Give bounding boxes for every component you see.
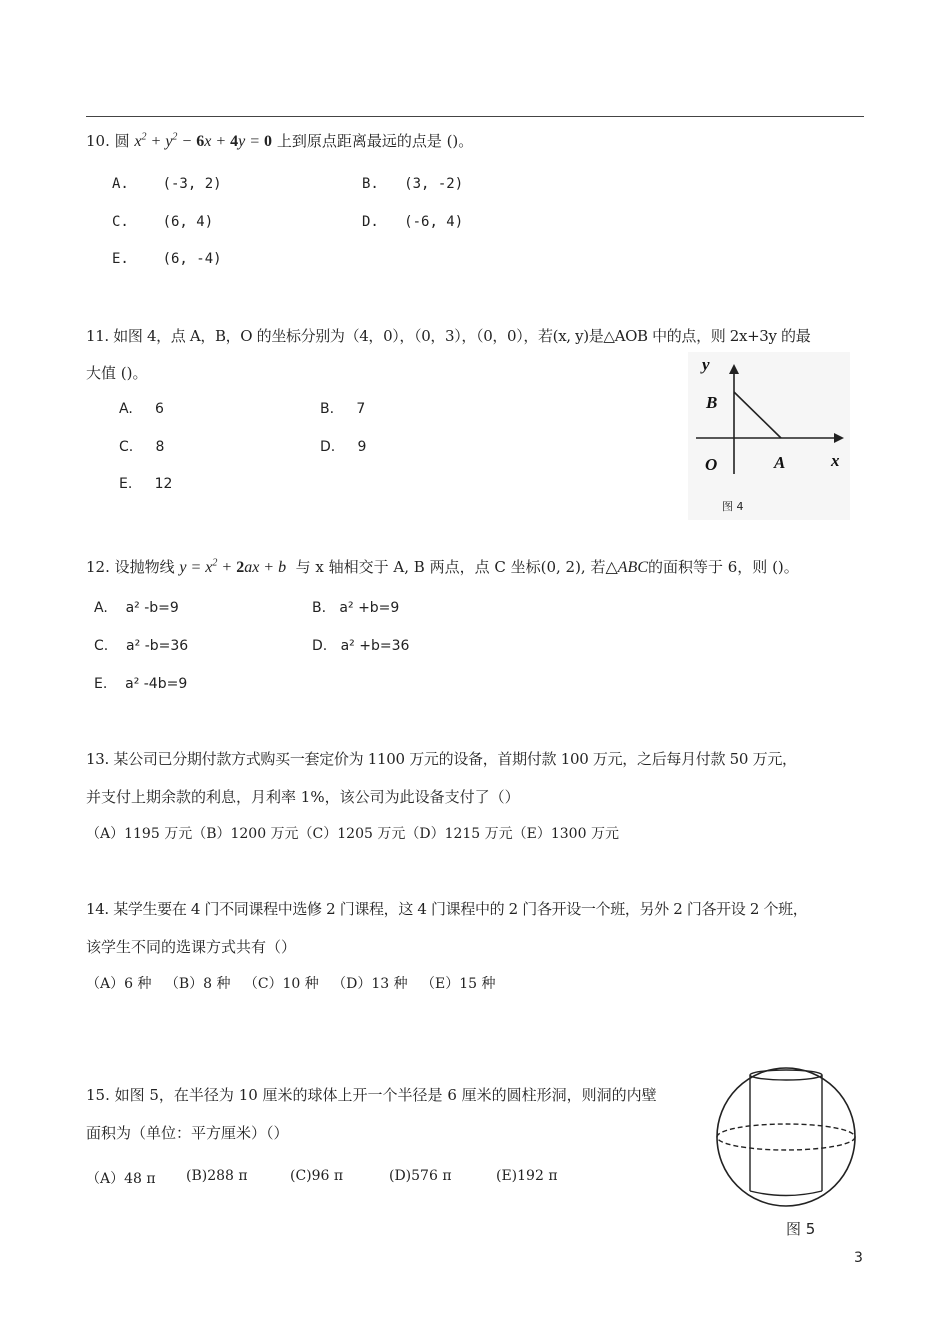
q13-options: （A）1195 万元（B）1200 万元（C）1205 万元（D）1215 万元（E）1300 万元 — [86, 826, 619, 842]
y-label: y — [702, 355, 710, 374]
q15-line2: 面积为（单位：平方厘米）（） — [86, 1124, 289, 1142]
equator-dashed — [717, 1124, 855, 1150]
q14-line1: 14. 某学生要在 4 门不同课程中选修 2 门课程，这 4 门课程中的 2 门各开设一个班，另外 2 门各开设 2 个班， — [86, 900, 808, 918]
cylinder-top — [750, 1070, 822, 1080]
header-rule — [86, 116, 864, 117]
q11-option-a: A. 6 — [119, 401, 164, 417]
q11-stem-line2: 大值 ()。 — [86, 364, 148, 382]
q12-option-e: E. a² -4b=9 — [94, 676, 188, 692]
q12-option-a: A. a² -b=9 — [94, 600, 179, 616]
q13-line2: 并支付上期余款的利息，月利率 1%，该公司为此设备支付了（） — [86, 788, 520, 806]
q12-equation: $y = x^2 + 2ax + b$ — [179, 557, 287, 576]
q11-stem-line1: 11. 如图 4，点 A，B，O 的坐标分别为（4，0），（0，3），（0，0），若(x, y)是△AOB 中的点，则 2x+3y 的最 — [86, 327, 811, 345]
q10-option-c: C. (6, 4) — [112, 214, 214, 230]
figure-4 — [688, 352, 850, 520]
q12-stem: 12. 设抛物线 $y = x^2 + 2ax + b$ 与 x 轴相交于 A, B 两点，点 C 坐标(0, 2), 若△ABC的面积等于 6，则 ()。 — [86, 557, 799, 576]
q14-line2: 该学生不同的选课方式共有（） — [86, 938, 297, 956]
q15-line1: 15. 如图 5，在半径为 10 厘米的球体上开一个半径是 6 厘米的圆柱形洞，则洞的内壁 — [86, 1086, 657, 1104]
q10-option-a: A. (-3, 2) — [112, 176, 222, 192]
q10-equation: $x^2 + y^2 - 6x + 4y = 0$ — [134, 131, 273, 150]
q11-option-e: E. 12 — [119, 476, 173, 492]
figure-4-caption: 图 4 — [722, 500, 744, 513]
sphere-outline — [717, 1068, 855, 1206]
q11-option-b: B. 7 — [320, 401, 366, 417]
q11-option-d: D. 9 — [320, 439, 367, 455]
q11-option-c: C. 8 — [119, 439, 165, 455]
b-label: B — [706, 393, 718, 412]
q15-option-b: (B)288 π — [186, 1168, 248, 1184]
a-label: A — [774, 453, 786, 472]
q12-option-d: D. a² +b=36 — [312, 638, 410, 654]
q15-option-c: (C)96 π — [290, 1168, 344, 1184]
figure-5 — [712, 1064, 862, 1244]
page-number: 3 — [854, 1250, 863, 1266]
q10-stem: 10. 圆 $x^2 + y^2 - 6x + 4y = 0$ 上到原点距离最远的点是 ()。 — [86, 131, 474, 150]
q14-options: （A）6 种 （B）8 种 （C）10 种 （D）13 种 （E）15 种 — [86, 976, 496, 992]
q10-option-d: D. (-6, 4) — [362, 214, 464, 230]
o-label: O — [705, 455, 718, 474]
q10-option-b: B. (3, -2) — [362, 176, 464, 192]
x-label: x — [831, 451, 840, 470]
q15-option-a: （A）48 π — [86, 1171, 156, 1187]
q12-option-c: C. a² -b=36 — [94, 638, 189, 654]
cylinder-bottom — [750, 1191, 822, 1196]
figure-5-caption: 图 5 — [786, 1220, 816, 1238]
q12-option-b: B. a² +b=9 — [312, 600, 400, 616]
q15-option-e: (E)192 π — [496, 1168, 558, 1184]
q13-line1: 13. 某公司已分期付款方式购买一套定价为 1100 万元的设备，首期付款 100 万元，之后每月付款 50 万元， — [86, 750, 797, 768]
q10-option-e: E. (6, -4) — [112, 251, 222, 267]
q15-option-d: (D)576 π — [389, 1168, 452, 1184]
